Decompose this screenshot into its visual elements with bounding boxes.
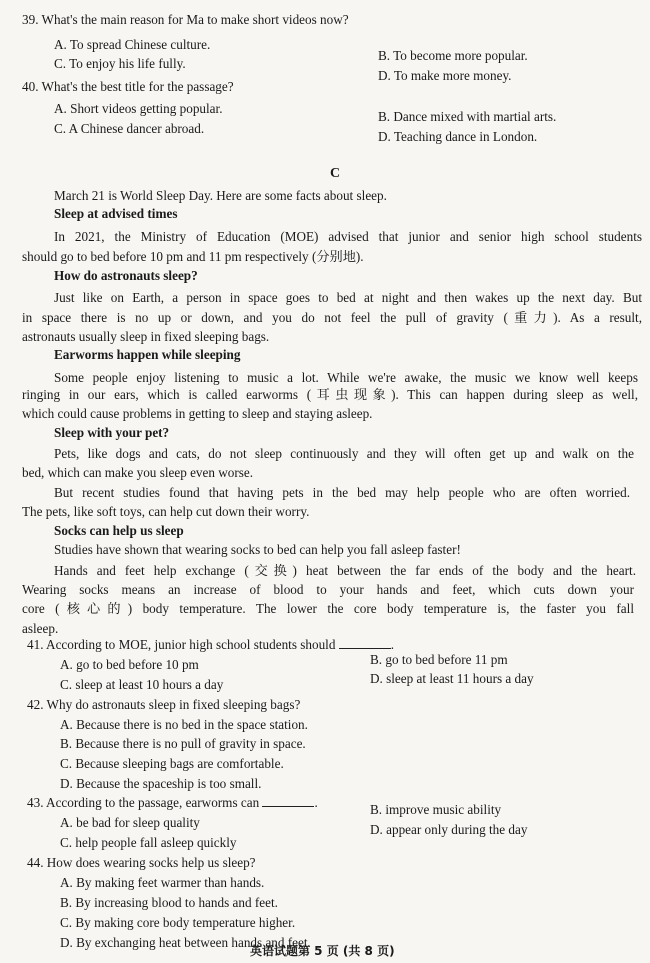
question-41: 41. According to MOE, junior high school students should .	[27, 637, 395, 652]
q40-option-d: D. Teaching dance in London.	[378, 129, 538, 144]
q42-option-a: A. Because there is no bed in the space station.	[60, 717, 308, 732]
para1-line1: In 2021, the Ministry of Education (MOE) advised that junior and senior high school students	[54, 229, 642, 244]
question-39: 39. What's the main reason for Ma to make short videos now?	[22, 12, 349, 27]
question-43: 43. According to the passage, earworms can .	[27, 795, 318, 810]
page-footer: 英语试题第 5 页 (共 8 页)	[250, 944, 395, 958]
q39-option-c: C. To enjoy his life fully.	[54, 56, 186, 71]
q44-option-b: B. By increasing blood to hands and feet.	[60, 895, 278, 910]
para6-line1: Studies have shown that wearing socks to bed can help you fall asleep faster!	[54, 542, 461, 557]
q43-option-d: D. appear only during the day	[370, 822, 528, 837]
para4-line1: Pets, like dogs and cats, do not sleep continuously and they will often get up and walk on the	[54, 446, 634, 461]
q43-option-b: B. improve music ability	[370, 802, 502, 817]
heading-pet: Sleep with your pet?	[54, 425, 170, 440]
para7-line1: Hands and feet help exchange (交换) heat between the far ends of the body and the heart.	[54, 563, 636, 578]
q39-option-d: D. To make more money.	[378, 68, 512, 83]
q44-option-c: C. By making core body temperature higher.	[60, 915, 296, 930]
question-44: 44. How does wearing socks help us sleep?	[27, 855, 256, 870]
heading-earworms: Earworms happen while sleeping	[54, 347, 241, 362]
para7-line3: core (核心的) body temperature. The lower the core body temperature is, the faster you fall	[22, 601, 634, 616]
para2-line3: astronauts usually sleep in fixed sleeping bags.	[22, 329, 270, 344]
para2-line2: in space there is no up or down, and you do not feel the pull of gravity (重力). As a result,	[22, 310, 642, 325]
para3-line3: which could cause problems in getting to sleep and staying asleep.	[22, 406, 373, 421]
para2-line1: Just like on Earth, a person in space goes to bed at night and then wakes up the next day. But	[54, 290, 642, 305]
heading-astronauts: How do astronauts sleep?	[54, 268, 198, 283]
para1-line2: should go to bed before 10 pm and 11 pm respectively (分别地).	[22, 249, 364, 264]
q41-option-d: D. sleep at least 11 hours a day	[370, 671, 534, 686]
para4-line2: bed, which can make you sleep even worse.	[22, 465, 254, 480]
q42-option-b: B. Because there is no pull of gravity in space.	[60, 736, 306, 751]
q41-option-c: C. sleep at least 10 hours a day	[60, 677, 224, 692]
heading-socks: Socks can help us sleep	[54, 523, 184, 538]
passage-intro: March 21 is World Sleep Day. Here are some facts about sleep.	[54, 188, 387, 203]
q40-option-b: B. Dance mixed with martial arts.	[378, 109, 557, 124]
heading-advised-times: Sleep at advised times	[54, 206, 178, 221]
q44-option-d: D. By exchanging heat between hands and feet.	[60, 935, 311, 950]
para3-line2: ringing in our ears, which is called earworms (耳虫现象). This can happen during sleep as well,	[22, 387, 638, 402]
q41-option-a: A. go to bed before 10 pm	[60, 657, 199, 672]
question-40: 40. What's the best title for the passage?	[22, 79, 234, 94]
q42-option-c: C. Because sleeping bags are comfortable.	[60, 756, 284, 771]
q43-option-c: C. help people fall asleep quickly	[60, 835, 237, 850]
q43-option-a: A. be bad for sleep quality	[60, 815, 200, 830]
question-42: 42. Why do astronauts sleep in fixed sleeping bags?	[27, 697, 301, 712]
q42-option-d: D. Because the spaceship is too small.	[60, 776, 262, 791]
q40-option-a: A. Short videos getting popular.	[54, 101, 223, 116]
q41-option-b: B. go to bed before 11 pm	[370, 652, 508, 667]
q39-option-b: B. To become more popular.	[378, 48, 528, 63]
para7-line2: Wearing socks means an increase of blood to your hands and feet, which cuts down your	[22, 582, 634, 597]
answer-blank	[339, 639, 391, 649]
answer-blank	[262, 797, 314, 807]
q39-option-a: A. To spread Chinese culture.	[54, 37, 211, 52]
section-letter: C	[330, 166, 341, 181]
para5-line1: But recent studies found that having pets in the bed may help people who are often worried.	[54, 485, 630, 500]
para3-line1: Some people enjoy listening to music a lot. While we're awake, the music we know well keeps	[54, 370, 638, 385]
q44-option-a: A. By making feet warmer than hands.	[60, 875, 265, 890]
para7-line4: asleep.	[22, 621, 59, 636]
para5-line2: The pets, like soft toys, can help cut down their worry.	[22, 504, 310, 519]
q40-option-c: C. A Chinese dancer abroad.	[54, 121, 205, 136]
